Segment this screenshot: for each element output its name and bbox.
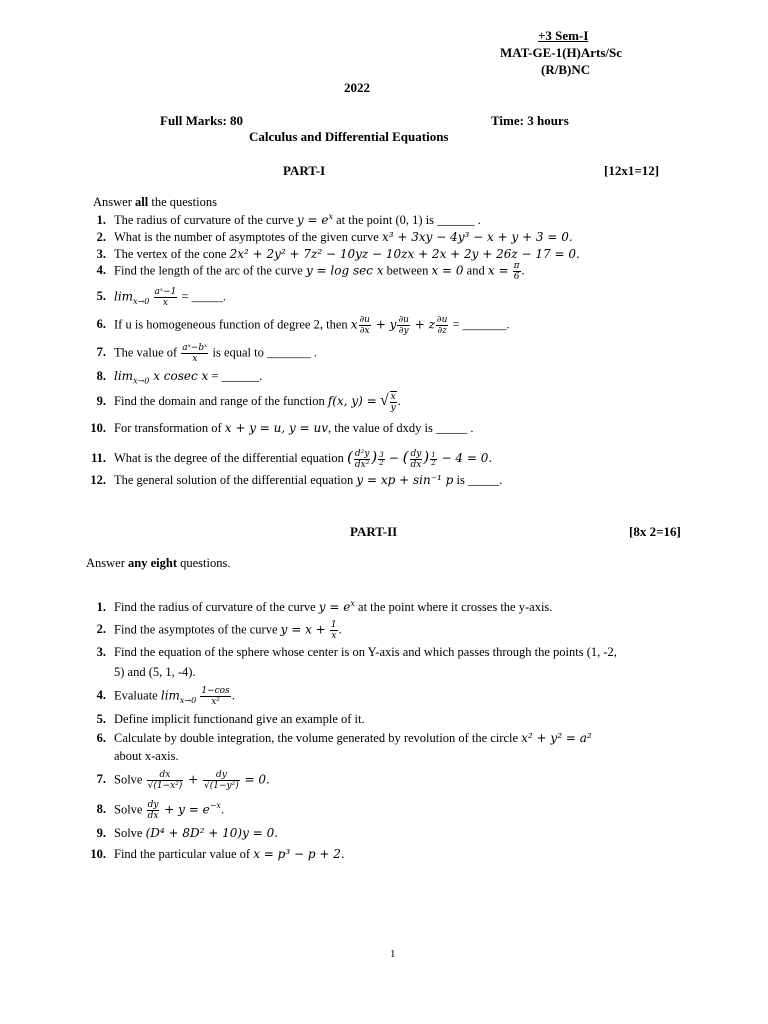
part1-question: 10. For transformation of x + y = u, y = uv, the value of dxdy is _____ . xyxy=(90,421,474,435)
part1-question: 6. If u is homogeneous function of degree 2, then x $\frac{\partial u}{\partial x}$ + y $\frac{\partial u}{\partial y}$ + z $\frac{\partial u}{\partial z}$ = _______. xyxy=(96,315,510,336)
course-code: MAT-GE-1(H)Arts/Sc xyxy=(500,45,623,60)
part2-question-cont: 5) and (5, 1, -4). xyxy=(114,665,196,679)
part1-question: 1. The radius of curvature of the curve $y = e^x$ at the point (0, 1) is ______ . xyxy=(96,212,481,228)
part1-title: PART-I xyxy=(283,163,326,178)
part1-question: 11. What is the degree of the differential equation ( $\frac{\text{d²y}}{\text{dx²}}$ ) $\frac{3}{2}$ − ( $\frac{dy}{dx}$ ) $\frac{1}{2}$ − 4 = 0. xyxy=(91,448,493,470)
part2-question: 8. Solve $\frac{dy}{dx}$ + $y = e^{-x}$. xyxy=(96,800,225,821)
part2-question: 4. Evaluate $\lim_{x\to 0}$ $\frac{1-\cos}{\text{x²}}$ . xyxy=(96,686,235,707)
part2-title: PART-II xyxy=(350,524,398,539)
part2-question: 3. Find the equation of the sphere whose center is on Y-axis and which passes through the points (1, -2, xyxy=(96,645,617,659)
part2-question: 10. Find the particular value of x = p³ − p + 2. xyxy=(90,847,345,861)
part2-question: 6. Calculate by double integration, the volume generated by revolution of the circle x² + y² = a² xyxy=(96,731,592,745)
part1-instruction: Answer all the questions xyxy=(93,195,217,209)
subject-title: Calculus and Differential Equations xyxy=(249,129,449,144)
exam-year: 2022 xyxy=(344,80,370,95)
part1-question: 3. The vertex of the cone 2x² + 2y² + 7z² − 10yz − 10zx + 2x + 2y + 26z − 17 = 0. xyxy=(96,247,580,261)
sem-label: +3 Sem-I xyxy=(538,28,589,43)
part2-question: 2. Find the asymptotes of the curve y = x + $\frac{1}{x}$ . xyxy=(96,620,342,641)
part1-question: 9. Find the domain and range of the function f(x, y) = √ $\frac{x}{y}$ . xyxy=(96,391,401,413)
part1-question: 12. The general solution of the differential equation y = xp + sin⁻¹ p is _____. xyxy=(90,473,503,487)
part1-question: 4. Find the length of the arc of the curve y = log sec x between x = 0 and x = $\frac{\pi}{6}$ . xyxy=(96,261,525,282)
part2-question-cont: about x-axis. xyxy=(114,749,179,763)
part2-question: 1. Find the radius of curvature of the curve $y = e^x$ at the point where it crosses the y-axis. xyxy=(96,599,553,615)
part2-question: 5. Define implicit functionand give an example of it. xyxy=(96,712,365,726)
part2-marks: [8x 2=16] xyxy=(629,524,681,539)
course-type: (R/B)NC xyxy=(541,62,591,77)
part1-question: 8. $\lim_{x\to 0} x$ cosec x = ______. xyxy=(96,369,263,386)
page-number: 1 xyxy=(390,948,396,960)
time-allowed: Time: 3 hours xyxy=(491,113,569,128)
part1-question: 5. $\lim_{x\to 0}$ $\frac{\text{aˣ−1}}{x}$ = _____. xyxy=(96,287,227,308)
full-marks: Full Marks: 80 xyxy=(160,113,244,128)
part1-marks: [12x1=12] xyxy=(604,163,660,178)
part2-question: 9. Solve (D⁴ + 8D² + 10)y = 0. xyxy=(96,826,279,840)
part2-question: 7. Solve $\frac{dx}{\text{√(1−x²)}}$ + $\frac{dy}{\text{√(1−y²)}}$ = 0. xyxy=(96,770,270,791)
part2-instruction: Answer any eight questions. xyxy=(86,556,231,570)
part1-question: 7. The value of $\frac{\text{aˣ−bˣ}}{x}$ is equal to _______ . xyxy=(96,343,317,364)
part1-question: 2. What is the number of asymptotes of the given curve x³ + 3xy − 4y³ − x + y + 3 = 0. xyxy=(96,230,573,244)
